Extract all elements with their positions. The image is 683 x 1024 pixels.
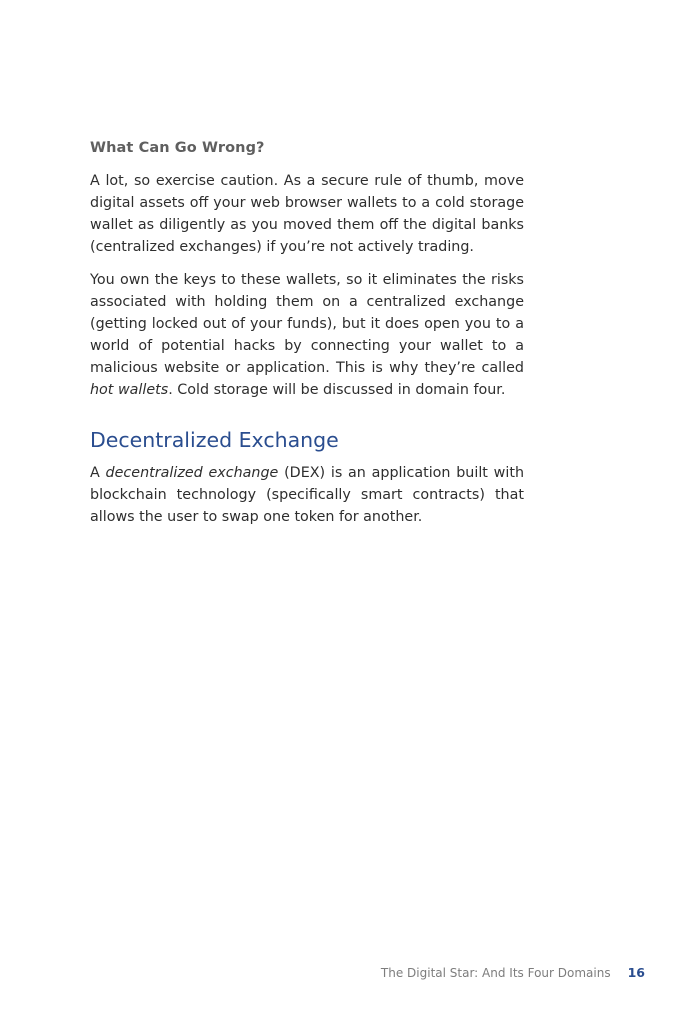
paragraph-dex-definition <box>90 462 524 528</box>
text: A <box>90 465 106 481</box>
paragraph-caution: A lot, so exercise caution. As a secure rule of thumb, move digital assets off your web browser wallets to a cold storage wallet as diligently as you moved them off the digital banks (centralized exchanges) if you’re not actively trading. <box>90 173 524 255</box>
page-number: 16 <box>627 965 645 980</box>
term-hot-wallets: hot wallets <box>90 382 169 398</box>
text: . Cold storage will be discussed in domain four. <box>168 382 506 398</box>
footer-book-title: The Digital Star: And Its Four Domains <box>380 966 611 980</box>
text: You own the keys to these wallets, so it eliminates the risks associated with holding them on a centralized exchange (getting locked out of your funds), but it does open you to a world of potential hacks by connecting your wallet to a malicious website or application. This is why they’re called <box>90 272 524 376</box>
section-heading-decentralized-exchange: Decentralized Exchange <box>90 428 339 452</box>
text: (DEX) is an application built with blockchain technology (specifically smart contracts) that allows the user to swap one token for another. <box>90 465 525 525</box>
term-decentralized-exchange: decentralized exchange <box>105 465 279 481</box>
subheading-what-can-go-wrong: What Can Go Wrong? <box>90 140 265 156</box>
page-footer <box>381 965 645 980</box>
paragraph-hot-wallets <box>90 269 524 401</box>
